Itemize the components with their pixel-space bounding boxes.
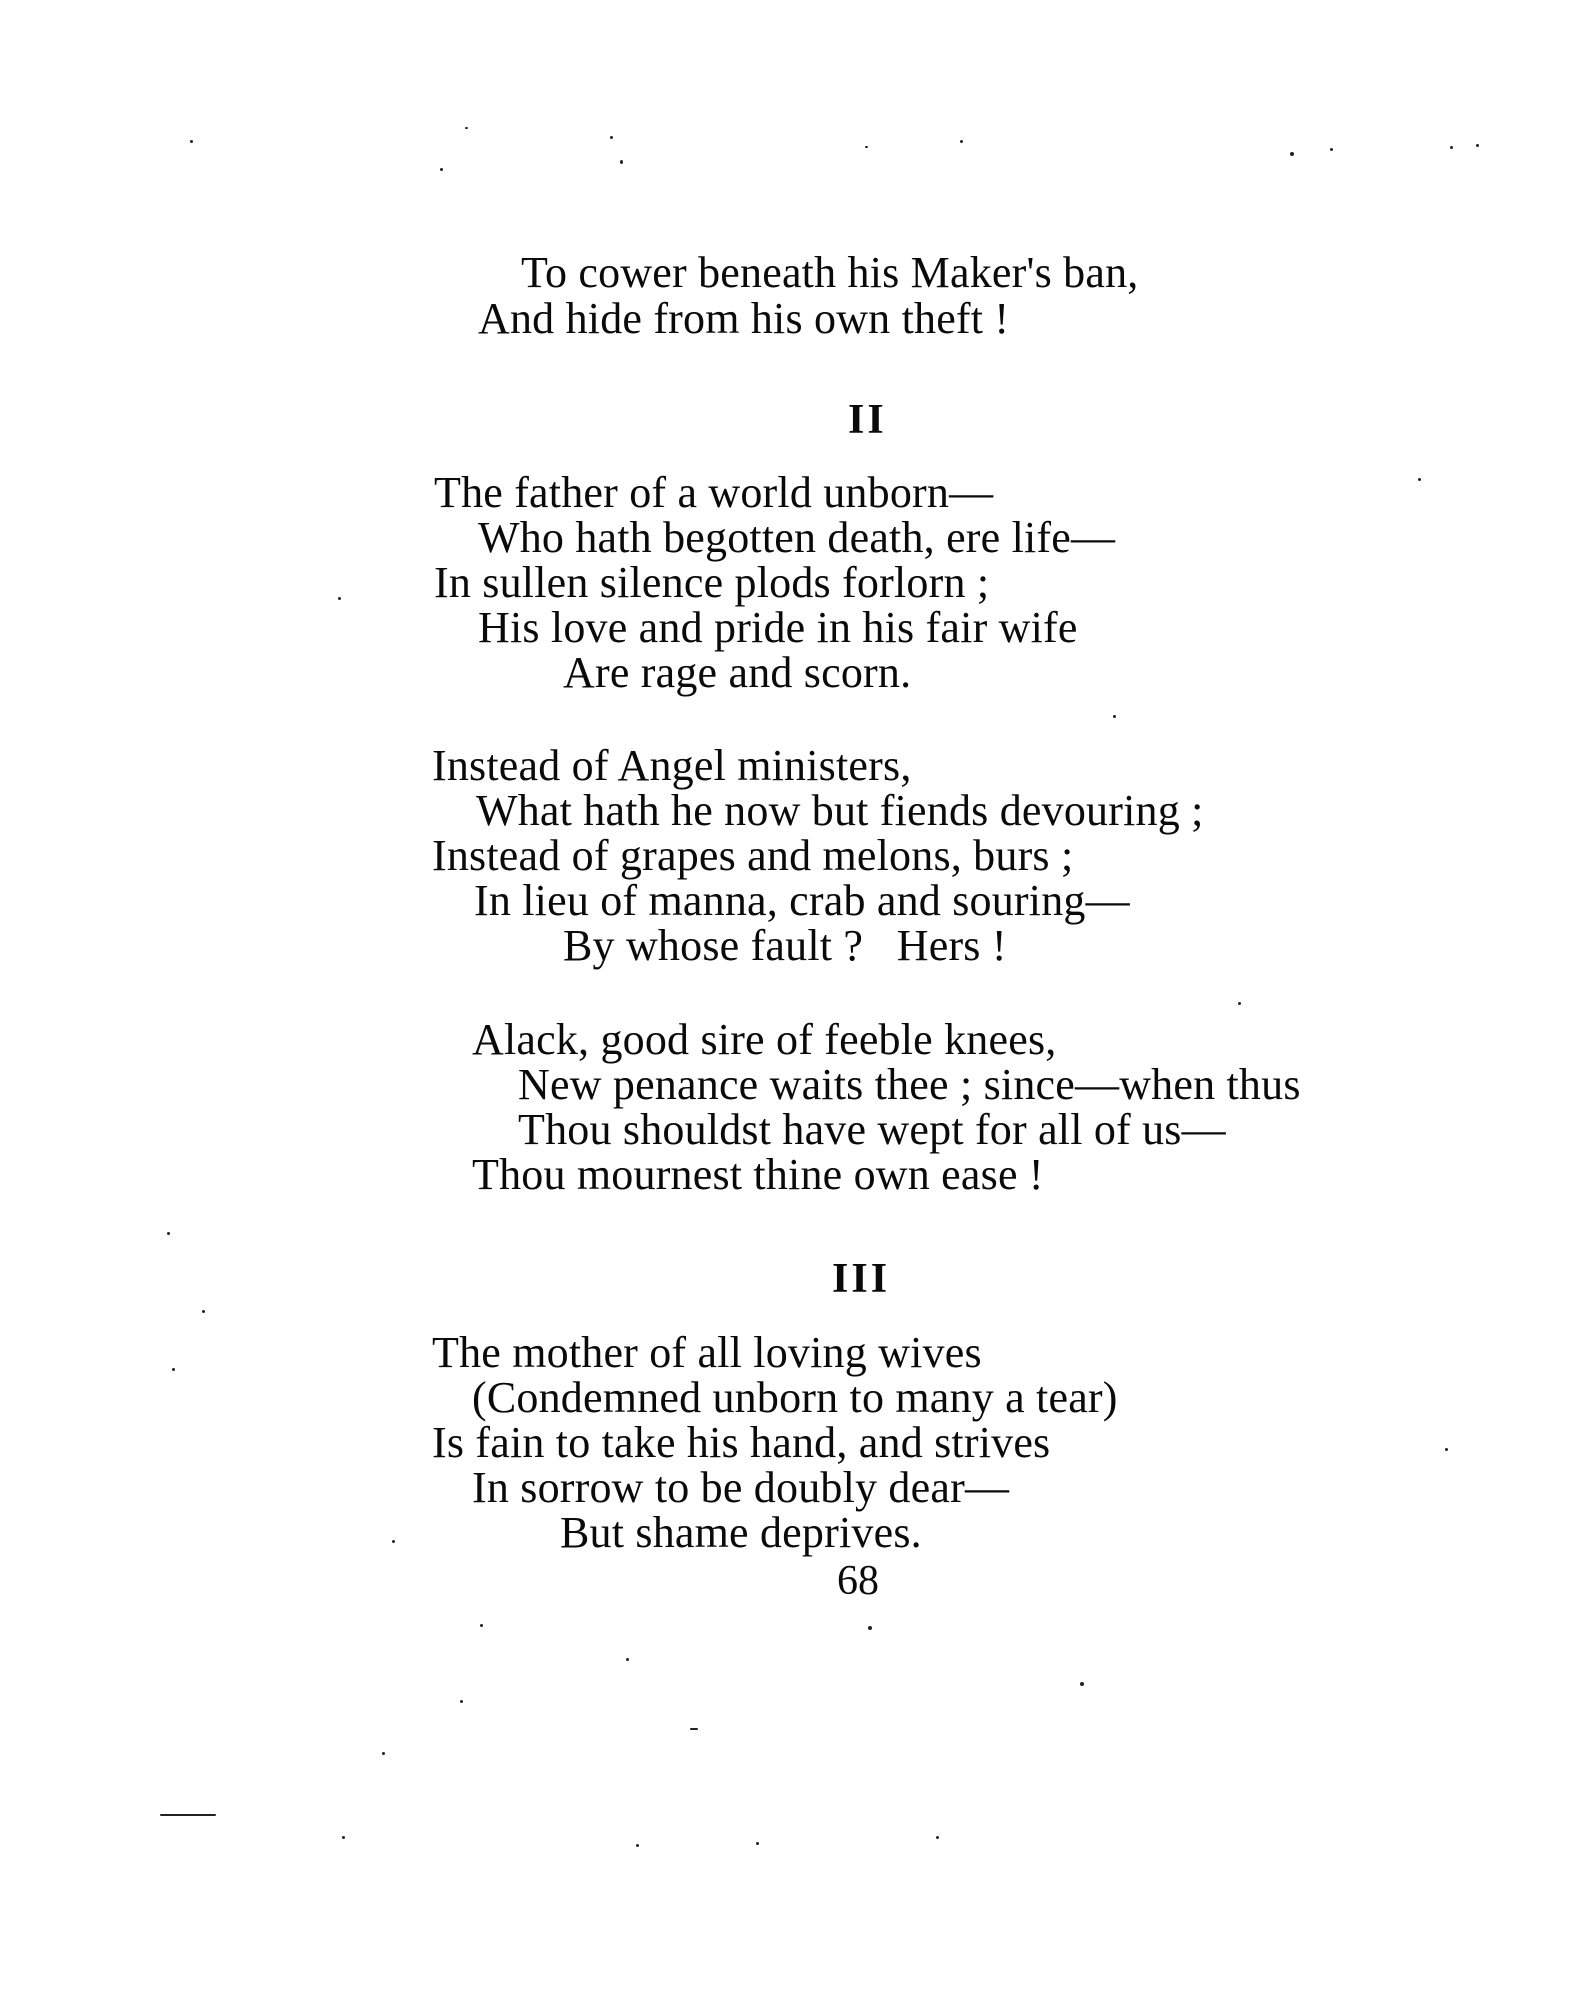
scan-speck — [626, 1658, 629, 1661]
poem-line: Who hath begotten death, ere life— — [478, 513, 1116, 562]
section-heading: III — [832, 1256, 891, 1302]
scan-speck — [636, 1844, 639, 1847]
scan-speck — [1445, 1448, 1448, 1451]
poem-line: But shame deprives. — [560, 1508, 922, 1557]
scan-speck — [172, 1368, 175, 1371]
scan-speck — [1290, 152, 1294, 156]
poem-line: To cower beneath his Maker's ban, — [521, 248, 1139, 297]
scan-speck — [160, 1814, 216, 1816]
scan-speck — [460, 1700, 463, 1703]
poem-line: The mother of all loving wives — [432, 1328, 982, 1377]
poem-line: The father of a world unborn— — [434, 468, 994, 517]
scan-speck — [1330, 148, 1333, 151]
poem-line: In sullen silence plods forlorn ; — [434, 558, 990, 607]
poem-line: And hide from his own theft ! — [478, 294, 1010, 343]
scan-speck — [610, 136, 613, 139]
scan-speck — [1418, 478, 1421, 481]
scan-speck — [1113, 715, 1116, 718]
poem-line: Is fain to take his hand, and strives — [432, 1418, 1051, 1467]
scan-speck — [338, 597, 341, 600]
scan-speck — [382, 1752, 385, 1755]
scan-speck — [936, 1836, 939, 1839]
page-number: 68 — [837, 1558, 879, 1604]
section-heading: II — [848, 397, 887, 443]
scan-speck — [440, 168, 443, 171]
scan-speck — [620, 160, 623, 164]
scan-speck — [690, 1728, 698, 1730]
poem-line: New penance waits thee ; since—when thus — [518, 1060, 1301, 1109]
scan-speck — [756, 1842, 759, 1845]
scan-speck — [465, 127, 468, 129]
scan-speck — [960, 140, 963, 143]
scan-speck — [868, 1626, 872, 1630]
scan-speck — [1450, 146, 1453, 149]
poem-line: Thou shouldst have wept for all of us— — [518, 1105, 1226, 1154]
scan-speck — [1080, 1682, 1084, 1686]
poem-line: Are rage and scorn. — [563, 648, 912, 697]
scan-speck — [392, 1540, 395, 1543]
poem-line: His love and pride in his fair wife — [478, 603, 1078, 652]
scan-speck — [167, 1232, 170, 1235]
poem-line: In sorrow to be doubly dear— — [472, 1463, 1010, 1512]
scan-speck — [1476, 144, 1479, 147]
poem-line: Instead of grapes and melons, burs ; — [432, 831, 1074, 880]
poem-line: (Condemned unborn to many a tear) — [472, 1373, 1118, 1422]
scan-speck — [1238, 1002, 1241, 1005]
poem-line: Alack, good sire of feeble knees, — [472, 1015, 1057, 1064]
scan-speck — [190, 140, 193, 143]
scan-speck — [202, 1310, 205, 1313]
poem-line: In lieu of manna, crab and souring— — [474, 876, 1130, 925]
poem-line: Instead of Angel ministers, — [432, 741, 912, 790]
scan-speck — [480, 1624, 483, 1627]
scan-speck — [865, 146, 868, 148]
poem-line: What hath he now but fiends devouring ; — [476, 786, 1204, 835]
poem-line: Thou mournest thine own ease ! — [472, 1150, 1044, 1199]
scan-speck — [342, 1836, 345, 1839]
poem-line: By whose fault ? Hers ! — [563, 921, 1007, 970]
